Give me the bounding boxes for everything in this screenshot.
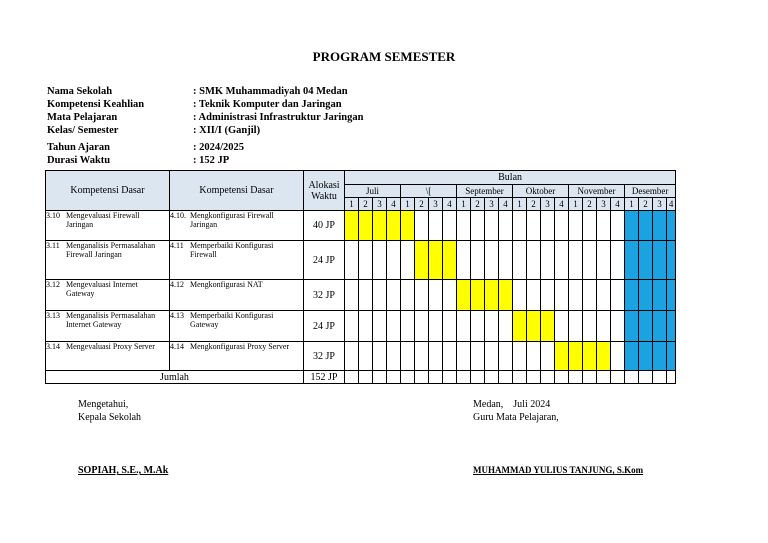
week-cell [527, 342, 541, 371]
kompetensi-dasar-cell [46, 280, 170, 311]
signature-right [473, 398, 643, 477]
week-header: 3 [373, 198, 387, 211]
signature-left-name: SOPIAH, S.E., M.Ak [78, 465, 169, 476]
month-header: Desember [625, 185, 676, 198]
week-cell [513, 241, 527, 280]
week-cell [597, 241, 611, 280]
month-header: Juli [345, 185, 401, 198]
week-cell [541, 280, 555, 311]
week-header: 4 [387, 198, 401, 211]
week-cell-blocked [639, 280, 653, 311]
week-cell [555, 371, 569, 384]
week-cell [359, 311, 373, 342]
week-cell [359, 371, 373, 384]
week-cell [569, 211, 583, 241]
week-cell-blocked [625, 211, 639, 241]
week-cell [373, 241, 387, 280]
kd-text: Mengkonfigurasi NAT [190, 280, 263, 289]
kd-text: Memperbaiki Konfigurasi Firewall [190, 241, 274, 259]
kd-number: 3.10 [46, 211, 60, 220]
week-cell [541, 211, 555, 241]
week-cell [401, 280, 415, 311]
info-row [47, 98, 363, 111]
week-cell [555, 280, 569, 311]
month-header: \[ [401, 185, 457, 198]
week-cell [611, 280, 625, 311]
week-cell [387, 371, 401, 384]
week-cell [499, 371, 513, 384]
week-cell [611, 241, 625, 280]
kompetensi-dasar-cell [46, 211, 170, 241]
week-cell-blocked [639, 241, 653, 280]
week-cell-scheduled [429, 241, 443, 280]
info-row [47, 124, 363, 137]
week-cell-blocked [653, 311, 667, 342]
week-cell [359, 241, 373, 280]
week-cell-blocked [667, 241, 676, 280]
week-header: 2 [415, 198, 429, 211]
week-cell-blocked [639, 311, 653, 342]
kd-text: Mengevaluasi Firewall Jaringan [66, 211, 140, 229]
week-cell [597, 371, 611, 384]
week-cell-scheduled [555, 342, 569, 371]
week-cell-scheduled [401, 211, 415, 241]
week-cell [457, 342, 471, 371]
week-cell [583, 311, 597, 342]
week-cell-scheduled [485, 280, 499, 311]
info-label: Mata Pelajaran [47, 112, 118, 123]
alokasi-waktu-cell: 40 JP [304, 211, 345, 241]
header-kompetensi-dasar-2: Kompetensi Dasar [170, 171, 304, 211]
info-label: Kelas/ Semester [47, 125, 119, 136]
week-cell [555, 241, 569, 280]
week-cell [555, 311, 569, 342]
header-alokasi-waktu: Alokasi Waktu [304, 171, 345, 211]
signature-left-line1: Mengetahui, [78, 399, 129, 410]
week-header: 3 [597, 198, 611, 211]
week-cell-scheduled [471, 280, 485, 311]
week-cell [597, 311, 611, 342]
week-cell [429, 342, 443, 371]
table-row [46, 342, 676, 371]
week-cell-blocked [639, 211, 653, 241]
week-cell [415, 371, 429, 384]
week-cell-blocked [653, 342, 667, 371]
header-kompetensi-dasar-1: Kompetensi Dasar [46, 171, 170, 211]
week-cell [401, 371, 415, 384]
week-cell [443, 311, 457, 342]
week-cell-blocked [625, 342, 639, 371]
table-row [46, 280, 676, 311]
week-cell [443, 342, 457, 371]
week-cell [429, 371, 443, 384]
kd-text: Mengevaluasi Proxy Server [66, 342, 155, 351]
week-cell-scheduled [443, 241, 457, 280]
week-cell [401, 311, 415, 342]
week-cell [471, 371, 485, 384]
kd-text: Mengkonfigurasi Firewall Jaringan [190, 211, 274, 229]
week-cell [499, 241, 513, 280]
week-cell [373, 371, 387, 384]
week-header: 3 [653, 198, 667, 211]
week-cell [345, 280, 359, 311]
signature-left-line2: Kepala Sekolah [78, 412, 142, 423]
week-cell [583, 241, 597, 280]
week-cell [443, 211, 457, 241]
info-value: : Administrasi Infrastruktur Jaringan [193, 112, 364, 123]
kompetensi-dasar-cell [170, 241, 304, 280]
week-cell [485, 342, 499, 371]
week-cell [415, 342, 429, 371]
week-cell [443, 371, 457, 384]
info-row [47, 154, 363, 167]
week-header: 4 [611, 198, 625, 211]
info-row [47, 85, 363, 98]
info-row [47, 141, 363, 154]
week-cell-scheduled [597, 342, 611, 371]
week-cell [415, 280, 429, 311]
signature-right-name: MUHAMMAD YULIUS TANJUNG, S.Kom [473, 465, 644, 475]
week-cell [387, 342, 401, 371]
page-title: PROGRAM SEMESTER [312, 49, 456, 64]
week-header: 2 [359, 198, 373, 211]
week-cell-scheduled [527, 311, 541, 342]
kd-text: Mengkonfigurasi Proxy Server [190, 342, 290, 351]
info-value: : SMK Muhammadiyah 04 Medan [193, 86, 348, 97]
alokasi-waktu-cell: 24 JP [304, 241, 345, 280]
week-cell [569, 311, 583, 342]
week-cell [359, 342, 373, 371]
week-cell-scheduled [541, 311, 555, 342]
week-cell-blocked [667, 311, 676, 342]
week-cell [611, 311, 625, 342]
week-cell [429, 280, 443, 311]
week-cell-blocked [625, 241, 639, 280]
week-cell [373, 311, 387, 342]
week-header: 3 [429, 198, 443, 211]
week-header: 1 [625, 198, 639, 211]
week-cell [471, 211, 485, 241]
week-cell [387, 241, 401, 280]
week-cell-blocked [625, 311, 639, 342]
week-cell [387, 280, 401, 311]
week-cell [527, 371, 541, 384]
week-cell [499, 342, 513, 371]
signature-right-line1: Medan, Juli 2024 [473, 399, 551, 410]
week-cell [569, 371, 583, 384]
week-header: 2 [639, 198, 653, 211]
week-cell [485, 211, 499, 241]
week-header: 3 [541, 198, 555, 211]
week-header: 4 [443, 198, 457, 211]
week-cell-scheduled [457, 280, 471, 311]
week-header: 4 [555, 198, 569, 211]
week-cell [611, 211, 625, 241]
kd-number: 4.11 [170, 241, 184, 250]
week-cell [569, 280, 583, 311]
month-header: November [569, 185, 625, 198]
week-cell [667, 371, 676, 384]
week-cell [583, 371, 597, 384]
week-cell [513, 211, 527, 241]
month-header: September [457, 185, 513, 198]
week-cell [527, 211, 541, 241]
week-header: 2 [583, 198, 597, 211]
week-cell [541, 241, 555, 280]
kompetensi-dasar-cell [170, 311, 304, 342]
week-header: 1 [569, 198, 583, 211]
week-cell [471, 241, 485, 280]
info-value: : XII/I (Ganjil) [193, 125, 261, 136]
week-cell-blocked [667, 280, 676, 311]
kd-number: 4.13 [170, 311, 184, 320]
table-row [46, 311, 676, 342]
kd-number: 3.11 [46, 241, 60, 250]
table-row [46, 241, 676, 280]
week-cell [457, 371, 471, 384]
kompetensi-dasar-cell [170, 280, 304, 311]
signature-left [78, 398, 168, 477]
info-label: Kompetensi Keahlian [47, 99, 145, 110]
info-label: Durasi Waktu [47, 155, 111, 166]
alokasi-waktu-cell: 24 JP [304, 311, 345, 342]
week-cell [345, 311, 359, 342]
week-cell [541, 342, 555, 371]
week-cell [513, 371, 527, 384]
week-cell [625, 371, 639, 384]
week-cell-blocked [625, 280, 639, 311]
document-info [47, 85, 363, 167]
week-header: 4 [499, 198, 513, 211]
total-jp: 152 JP [304, 371, 345, 384]
info-label: Nama Sekolah [47, 86, 113, 97]
week-cell [541, 371, 555, 384]
week-cell [471, 342, 485, 371]
program-semester-table [45, 170, 676, 384]
week-cell [527, 241, 541, 280]
kompetensi-dasar-cell [170, 342, 304, 371]
week-cell-scheduled [583, 342, 597, 371]
week-cell [373, 342, 387, 371]
week-cell-blocked [653, 280, 667, 311]
kd-number: 4.12 [170, 280, 184, 289]
info-value: : 2024/2025 [193, 142, 245, 153]
week-cell [639, 371, 653, 384]
week-cell [373, 280, 387, 311]
week-cell-blocked [667, 211, 676, 241]
kompetensi-dasar-cell [46, 342, 170, 371]
week-cell [653, 371, 667, 384]
week-cell [359, 280, 373, 311]
week-cell-scheduled [373, 211, 387, 241]
week-cell [443, 280, 457, 311]
week-cell [583, 280, 597, 311]
alokasi-waktu-cell: 32 JP [304, 280, 345, 311]
week-cell [583, 211, 597, 241]
week-cell [597, 211, 611, 241]
info-value: : Teknik Komputer dan Jaringan [193, 99, 342, 110]
week-cell [415, 311, 429, 342]
week-cell-scheduled [499, 280, 513, 311]
signature-right-line2: Guru Mata Pelajaran, [473, 412, 559, 423]
week-header: 1 [401, 198, 415, 211]
info-label: Tahun Ajaran [47, 142, 110, 153]
week-cell [387, 311, 401, 342]
week-cell-blocked [653, 211, 667, 241]
kompetensi-dasar-cell [46, 241, 170, 280]
header-bulan: Bulan [345, 171, 676, 185]
kd-text: Memperbaiki Konfigurasi Gateway [190, 311, 274, 329]
week-cell [611, 342, 625, 371]
kd-text: Menganalisis Permasalahan Firewall Jaringan [66, 241, 156, 259]
kd-number: 3.14 [46, 342, 60, 351]
kd-number: 3.13 [46, 311, 60, 320]
week-cell [597, 280, 611, 311]
week-cell [513, 280, 527, 311]
info-value: : 152 JP [193, 155, 230, 166]
week-cell-blocked [653, 241, 667, 280]
week-cell [499, 211, 513, 241]
week-cell [401, 241, 415, 280]
month-header: Oktober [513, 185, 569, 198]
total-row [46, 371, 676, 384]
week-cell-scheduled [359, 211, 373, 241]
kd-number: 4.10. [170, 211, 186, 220]
week-cell [527, 280, 541, 311]
kompetensi-dasar-cell [46, 311, 170, 342]
week-cell-scheduled [415, 241, 429, 280]
week-cell [415, 211, 429, 241]
week-header: 4 [667, 198, 676, 211]
kd-number: 4.14 [170, 342, 184, 351]
kd-number: 3.12 [46, 280, 60, 289]
week-cell [345, 342, 359, 371]
week-cell [485, 241, 499, 280]
week-cell-scheduled [387, 211, 401, 241]
week-cell [457, 311, 471, 342]
week-cell [457, 241, 471, 280]
week-header: 1 [513, 198, 527, 211]
kompetensi-dasar-cell [170, 211, 304, 241]
week-cell [429, 311, 443, 342]
week-cell [429, 211, 443, 241]
week-header: 2 [527, 198, 541, 211]
week-cell [457, 211, 471, 241]
week-cell-scheduled [345, 211, 359, 241]
kd-text: Menganalisis Permasalahan Internet Gateway [66, 311, 156, 329]
week-header: 3 [485, 198, 499, 211]
week-cell [485, 371, 499, 384]
week-cell-blocked [667, 342, 676, 371]
week-cell-scheduled [513, 311, 527, 342]
week-cell [513, 342, 527, 371]
week-cell-blocked [639, 342, 653, 371]
header-row-bulan [46, 171, 676, 185]
kd-text: Mengevaluasi Internet Gateway [66, 280, 138, 298]
week-cell [569, 241, 583, 280]
week-cell [471, 311, 485, 342]
week-cell-scheduled [569, 342, 583, 371]
week-cell [401, 342, 415, 371]
table-row [46, 211, 676, 241]
week-cell [611, 371, 625, 384]
week-header: 2 [471, 198, 485, 211]
week-cell [345, 241, 359, 280]
info-row [47, 111, 363, 124]
week-cell [485, 311, 499, 342]
total-label: Jumlah [46, 371, 304, 384]
week-cell [555, 211, 569, 241]
alokasi-waktu-cell: 32 JP [304, 342, 345, 371]
week-header: 1 [345, 198, 359, 211]
week-header: 1 [457, 198, 471, 211]
week-cell [499, 311, 513, 342]
week-cell [345, 371, 359, 384]
